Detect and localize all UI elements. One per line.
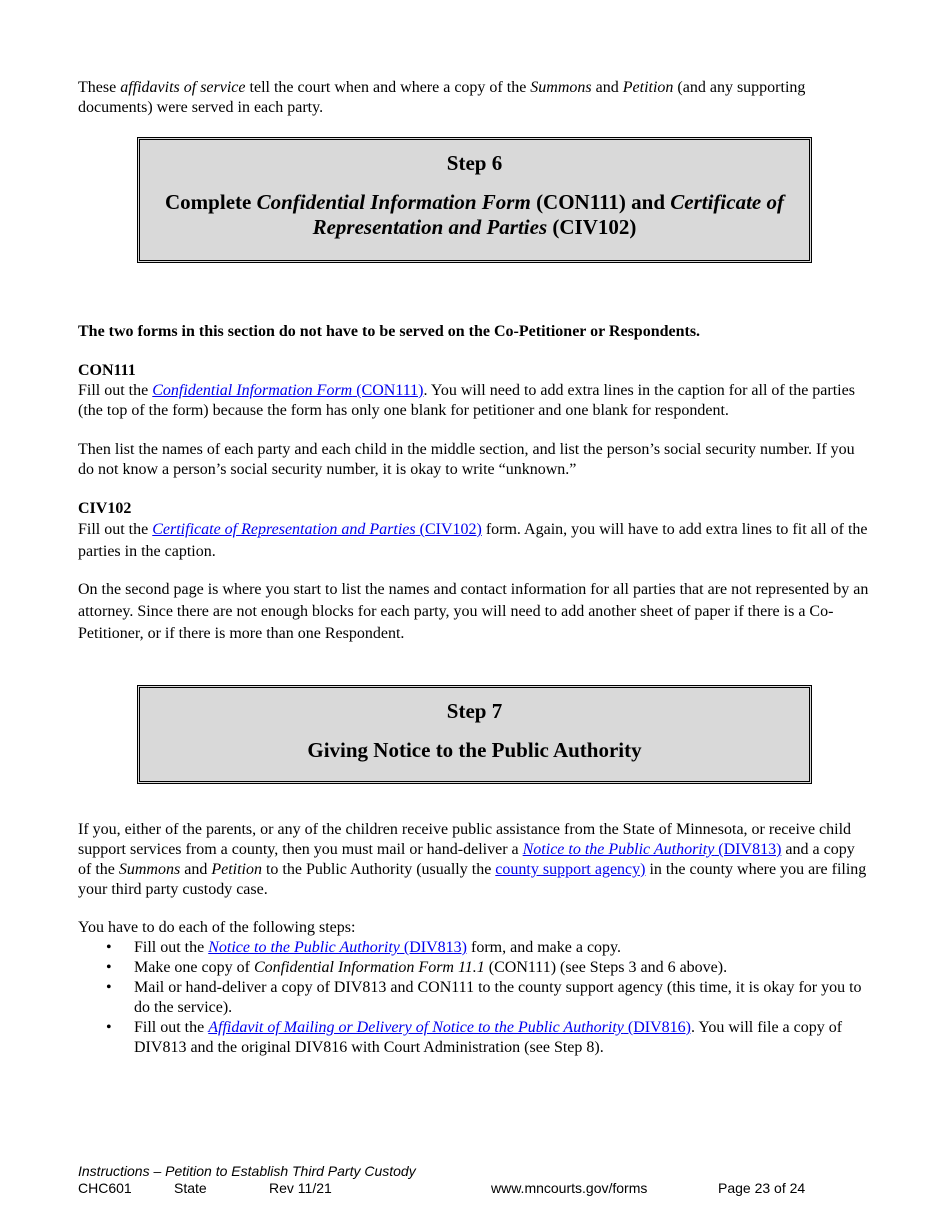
list-item: • Mail or hand-deliver a copy of DIV813 and CON111 to the county support agency (this time, it is okay for you to do the service).: [134, 978, 870, 1018]
footer-jurisdiction: State: [174, 1180, 207, 1196]
intro-text: and: [591, 79, 623, 96]
div813-link-code: (DIV813): [714, 841, 782, 858]
div816-link-title: Affidavit of Mailing or Delivery of Notice to the Public Authority: [208, 1019, 624, 1036]
two-forms-notice: The two forms in this section do not have to be served on the Co-Petitioner or Respondents.: [78, 323, 701, 340]
step-text: . You will file a copy of DIV813 and the original DIV816 with Court Administration (see Step 8).: [134, 1019, 843, 1056]
civ102-form-link[interactable]: [152, 521, 482, 538]
public-authority-italic-summons: Summons: [118, 861, 181, 878]
div813-list-link-title: Notice to the Public Authority: [208, 939, 400, 956]
civ102-form-link-code: (CIV102): [415, 521, 482, 538]
list-item: [134, 1018, 870, 1058]
step-italic: Confidential Information Form 11.1: [253, 959, 485, 976]
civ102-text: form. Again, you will have to add extra lines to fit all of the parties in the caption.: [78, 521, 868, 560]
intro-text: tell the court when and where a copy of the: [245, 79, 531, 96]
step-text: Fill out the: [134, 939, 209, 956]
step-6-heading-italic: Certificate of Representation and Parties: [312, 190, 784, 239]
step-7-heading: Giving Notice to the Public Authority: [307, 738, 642, 762]
step-6-heading: [140, 190, 809, 240]
civ102-paragraph-1: [78, 519, 870, 563]
civ102-form-link-title: Certificate of Representation and Parties: [152, 521, 416, 538]
footer-title-row: [78, 1163, 870, 1180]
footer-revision: Rev 11/21: [269, 1180, 332, 1196]
page-footer: [78, 1163, 870, 1197]
con111-text: . You will need to add extra lines in the caption for all of the parties (the top of the form) because the form has only one blank for petitioner and one blank for respondent.: [78, 382, 855, 419]
public-authority-text: and a copy of the: [78, 841, 855, 878]
footer-website: www.mncourts.gov/forms: [491, 1180, 648, 1196]
div816-link[interactable]: [208, 1019, 691, 1036]
step-6-heading-italic: Confidential Information Form: [256, 190, 531, 214]
public-authority-text: in the county where you are filing your third party custody case.: [78, 861, 867, 898]
public-authority-text: If you, either of the parents, or any of the children receive public assistance from the State of Minnesota, or receive child support services from a county, then you must mail or hand-deliver a: [78, 821, 852, 858]
step-6-title: Step 6: [446, 151, 503, 175]
public-authority-paragraph: [78, 820, 870, 900]
step-text: (CON111) (see Steps 3 and 6 above).: [484, 959, 728, 976]
public-authority-italic-petition: Petition: [211, 861, 262, 878]
steps-section: [78, 918, 870, 1058]
step-7-box: [137, 685, 812, 784]
intro-italic-petition: Petition: [622, 79, 674, 96]
step-text: form, and make a copy.: [467, 939, 622, 956]
footer-info-row: [78, 1180, 870, 1197]
intro-italic-summons: Summons: [530, 79, 592, 96]
step-text: Fill out the: [134, 1019, 209, 1036]
div813-list-link[interactable]: [208, 939, 467, 956]
intro-text: (and any supporting documents) were served in each party.: [78, 79, 806, 116]
list-item: [134, 958, 870, 978]
div816-link-code: (DIV816): [623, 1019, 691, 1036]
footer-page-number: Page 23 of 24: [718, 1180, 806, 1196]
step-6-heading-text: (CON111) and: [530, 190, 671, 214]
intro-italic-affidavits: affidavits of service: [120, 79, 246, 96]
div813-link-title: Notice to the Public Authority: [522, 841, 715, 858]
county-support-agency-link[interactable]: county support agency): [495, 861, 646, 878]
footer-form-code: CHC601: [78, 1180, 132, 1196]
con111-text: Fill out the: [78, 382, 153, 399]
step-7-title: Step 7: [446, 699, 503, 723]
intro-paragraph: [78, 78, 870, 118]
con111-form-link-title: Confidential Information Form: [152, 382, 353, 399]
con111-form-link-code: (CON111): [352, 382, 424, 399]
steps-intro: You have to do each of the following steps:: [78, 919, 356, 936]
step-6-box: [137, 137, 812, 263]
list-item: [134, 938, 870, 958]
civ102-text: Fill out the: [78, 521, 153, 538]
public-authority-text: and: [180, 861, 212, 878]
step-text: Make one copy of: [134, 959, 254, 976]
steps-list: [78, 938, 870, 1058]
con111-paragraph-2: Then list the names of each party and each child in the middle section, and list the person’s social security number. If you do not know a person’s social security number, it is okay to write “unknown.”: [78, 441, 855, 478]
con111-heading: CON111: [78, 362, 136, 379]
civ102-heading: CIV102: [78, 500, 132, 517]
step-6-heading-text: Complete: [165, 190, 257, 214]
step-6-heading-text: (CIV102): [547, 215, 637, 239]
footer-title: Instructions – Petition to Establish Third Party Custody: [78, 1163, 416, 1179]
con111-form-link[interactable]: [152, 382, 423, 399]
div813-list-link-code: (DIV813): [399, 939, 467, 956]
intro-text: These: [78, 79, 121, 96]
public-authority-text: to the Public Authority (usually the: [261, 861, 496, 878]
con111-paragraph-1: [78, 381, 870, 421]
div813-link[interactable]: [523, 841, 782, 858]
civ102-paragraph-2: On the second page is where you start to list the names and contact information for all parties that are not represented by an attorney. Since there are not enough blocks for each party, you will need to add another sheet of paper if there is a Co-Petitioner, or if there is more than one Respondent.: [78, 581, 869, 642]
